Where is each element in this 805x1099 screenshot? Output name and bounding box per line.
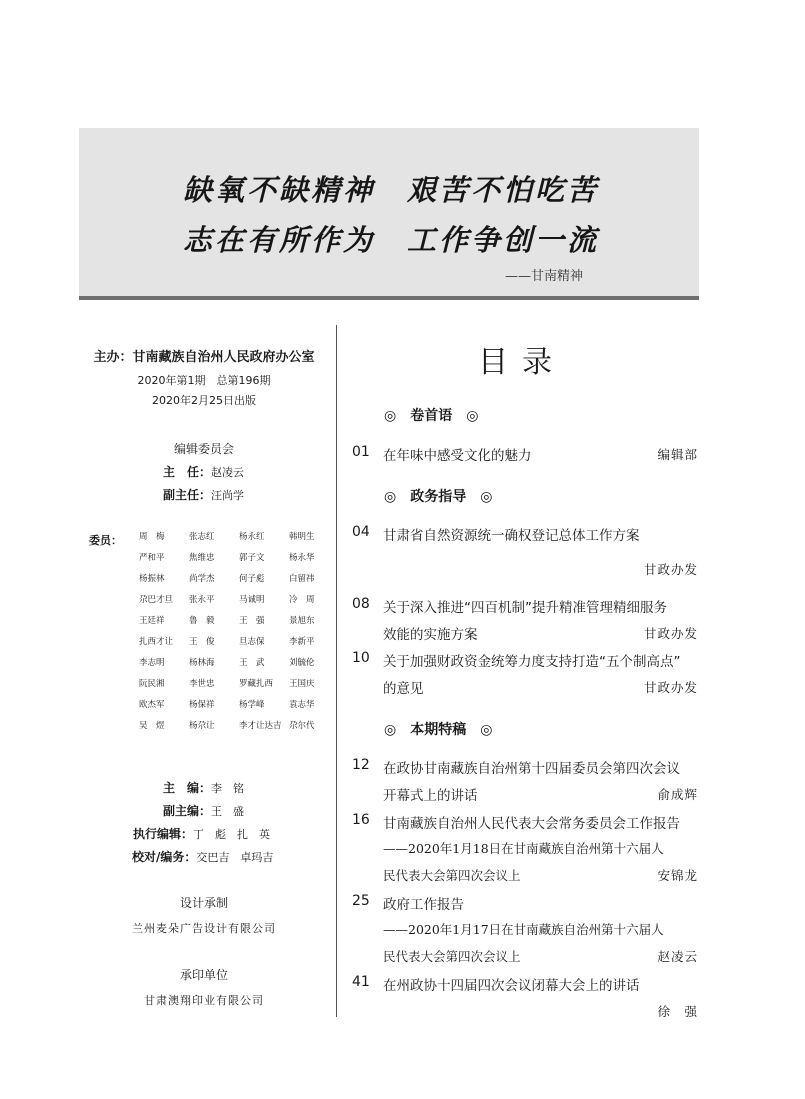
member-name: 李志明 — [139, 658, 165, 668]
member-name: 袁志华 — [289, 700, 315, 710]
slogan-line-1: 缺氧不缺精神 艰苦不怕吃苦 — [183, 173, 600, 207]
director-label: 主 任： — [163, 465, 212, 479]
member-name: 李才让达吉 — [239, 721, 282, 731]
members-label: 委员： — [89, 534, 122, 547]
deputy-director-label: 副主任： — [163, 488, 212, 502]
circle-bullet-icon: ◎ — [384, 722, 397, 738]
slogan-line-2: 志在有所作为 工作争创一流 — [183, 223, 600, 257]
member-name: 欧杰军 — [139, 700, 165, 710]
members-grid — [139, 531, 329, 732]
toc-entry-title[interactable]: 关于深入推进“四百机制”提升精准管理精细服务 — [383, 600, 667, 616]
deputy-director-line — [163, 486, 244, 503]
toc-entry-author: 赵凌云 — [657, 949, 698, 964]
proofreader-line — [132, 848, 273, 865]
member-name: 杨振林 — [139, 574, 165, 584]
toc-page-number: 04 — [352, 524, 370, 540]
member-name: 李世忠 — [189, 679, 215, 689]
toc-entry-title[interactable]: 在政协甘南藏族自治州第十四届委员会第四次会议 — [383, 761, 680, 777]
category-label: 卷首语 — [410, 408, 453, 424]
member-name: 杨永红 — [239, 532, 265, 542]
toc-page-number: 08 — [352, 596, 370, 612]
deputy-director-name: 汪尚学 — [211, 489, 245, 502]
member-name: 白留祎 — [289, 574, 315, 584]
toc-page-number: 16 — [352, 812, 370, 828]
toc-entry-title[interactable]: 关于加强财政资金统筹力度支持打造“五个制高点” — [383, 654, 681, 670]
member-name: 尕巴才旦 — [139, 595, 174, 605]
member-name: 尕尔代 — [289, 721, 315, 731]
toc-title: 目录 — [478, 345, 566, 380]
slogan-attribution: ——甘南精神 — [505, 269, 584, 284]
toc-entry-title[interactable]: 在年味中感受文化的魅力 — [383, 448, 532, 464]
member-name: 郭子文 — [239, 553, 265, 563]
member-name: 张志红 — [189, 532, 215, 542]
toc-category — [384, 486, 492, 506]
member-name: 王 俊 — [189, 637, 215, 647]
banner-bottom-rule — [79, 296, 699, 300]
toc-entry-title[interactable]: 政府工作报告 — [383, 897, 464, 913]
member-name: 焦维忠 — [189, 553, 215, 563]
toc-entry-title[interactable]: 甘肃省自然资源统一确权登记总体工作方案 — [383, 528, 640, 544]
editorial-board-title: 编辑委员会 — [173, 442, 234, 456]
member-name: 韩明生 — [289, 532, 315, 542]
design-title: 设计承制 — [179, 896, 228, 910]
member-name: 鲁 毅 — [189, 616, 215, 626]
member-name: 王廷祥 — [139, 616, 165, 626]
toc-entry-title[interactable]: 在州政协十四届四次会议闭幕大会上的讲话 — [383, 978, 640, 994]
member-name: 李新平 — [289, 637, 315, 647]
toc-entry-subtitle: ——2020年1月17日在甘南藏族自治州第十六届人 — [383, 922, 664, 937]
member-name: 杨保祥 — [189, 700, 215, 710]
circle-bullet-icon: ◎ — [466, 408, 479, 424]
member-name: 杨永华 — [289, 553, 315, 563]
toc-page-number: 10 — [352, 650, 370, 666]
toc-entry-title-cont[interactable]: 开幕式上的讲话 — [383, 788, 478, 804]
member-name: 周 梅 — [139, 532, 165, 542]
toc-page-number: 01 — [352, 444, 370, 460]
toc-entry-title[interactable]: 甘南藏族自治州人民代表大会常务委员会工作报告 — [383, 816, 680, 832]
toc-category — [384, 719, 492, 739]
toc-entry-author: 编辑部 — [657, 447, 698, 462]
member-name: 旦志保 — [239, 637, 265, 647]
exec-editor-names: 丁 彪 扎 英 — [193, 828, 271, 841]
deputy-editor-label: 副主编： — [163, 804, 212, 818]
toc-entry-title-cont[interactable]: 效能的实施方案 — [383, 627, 478, 643]
toc-page-number: 25 — [352, 893, 370, 909]
printer-title: 承印单位 — [179, 968, 228, 982]
toc-entry-subtitle: ——2020年1月18日在甘南藏族自治州第十六届人 — [383, 841, 664, 856]
printer-company: 甘肃澳翔印业有限公司 — [144, 994, 264, 1007]
director-name: 赵凌云 — [211, 466, 245, 479]
member-name: 阮民湘 — [139, 679, 165, 689]
toc-entry-subtitle: 民代表大会第四次会议上 — [383, 868, 521, 883]
column-divider — [336, 325, 337, 1017]
proofreader-label: 校对/编务： — [132, 850, 197, 864]
member-name: 严和平 — [139, 553, 165, 563]
member-name: 何子彪 — [239, 574, 265, 584]
member-name: 杨林海 — [189, 658, 215, 668]
proofreader-names: 交巴吉 卓玛吉 — [196, 851, 274, 864]
member-name: 王 强 — [239, 616, 265, 626]
toc-page-number: 41 — [352, 974, 370, 990]
member-name: 张永平 — [189, 595, 215, 605]
member-name: 罗藏扎西 — [239, 679, 274, 689]
deputy-editor-name: 王 盛 — [211, 805, 245, 818]
member-name: 尚学杰 — [189, 574, 215, 584]
editor-line — [163, 779, 244, 796]
toc-entry-title-cont[interactable]: 的意见 — [383, 681, 424, 697]
toc-entry-author: 安锦龙 — [657, 868, 698, 883]
editor-name: 李 铭 — [211, 782, 245, 795]
toc-page-number: 12 — [352, 757, 370, 773]
exec-editor-label: 执行编辑： — [133, 827, 194, 841]
toc-category — [384, 405, 478, 425]
member-name: 马诚明 — [239, 595, 265, 605]
circle-bullet-icon: ◎ — [480, 489, 493, 505]
member-name: 王 武 — [239, 658, 265, 668]
member-name: 杨学峰 — [239, 700, 265, 710]
circle-bullet-icon: ◎ — [384, 408, 397, 424]
publication-date: 2020年2月25日出版 — [152, 394, 256, 407]
toc-entry-author: 甘政办发 — [643, 680, 698, 695]
member-name: 冷 周 — [289, 595, 315, 605]
editor-label: 主 编： — [163, 781, 212, 795]
exec-editor-line — [133, 825, 270, 842]
toc-entry-author: 甘政办发 — [643, 562, 698, 577]
issue-number: 2020年第1期 总第196期 — [137, 374, 271, 387]
member-name: 吴 煜 — [139, 721, 165, 731]
deputy-editor-line — [163, 802, 244, 819]
slogan-banner — [79, 128, 699, 296]
category-label: 政务指导 — [410, 489, 467, 505]
member-name: 扎西才让 — [139, 637, 174, 647]
member-name: 王国庆 — [289, 679, 315, 689]
toc-entry-author: 俞成辉 — [657, 787, 698, 802]
member-name: 杨尕让 — [189, 721, 215, 731]
member-name: 景旭东 — [289, 616, 315, 626]
toc-entry-author: 徐 强 — [657, 1004, 698, 1019]
director-line — [163, 463, 244, 480]
member-name: 刘毓伦 — [289, 658, 315, 668]
sponsor: 主办：甘南藏族自治州人民政府办公室 — [93, 350, 315, 365]
toc-entry-author: 甘政办发 — [643, 626, 698, 641]
toc-entry-subtitle: 民代表大会第四次会议上 — [383, 949, 521, 964]
design-company: 兰州麦朵广告设计有限公司 — [132, 922, 276, 935]
circle-bullet-icon: ◎ — [384, 489, 397, 505]
circle-bullet-icon: ◎ — [480, 722, 493, 738]
category-label: 本期特稿 — [410, 722, 467, 738]
